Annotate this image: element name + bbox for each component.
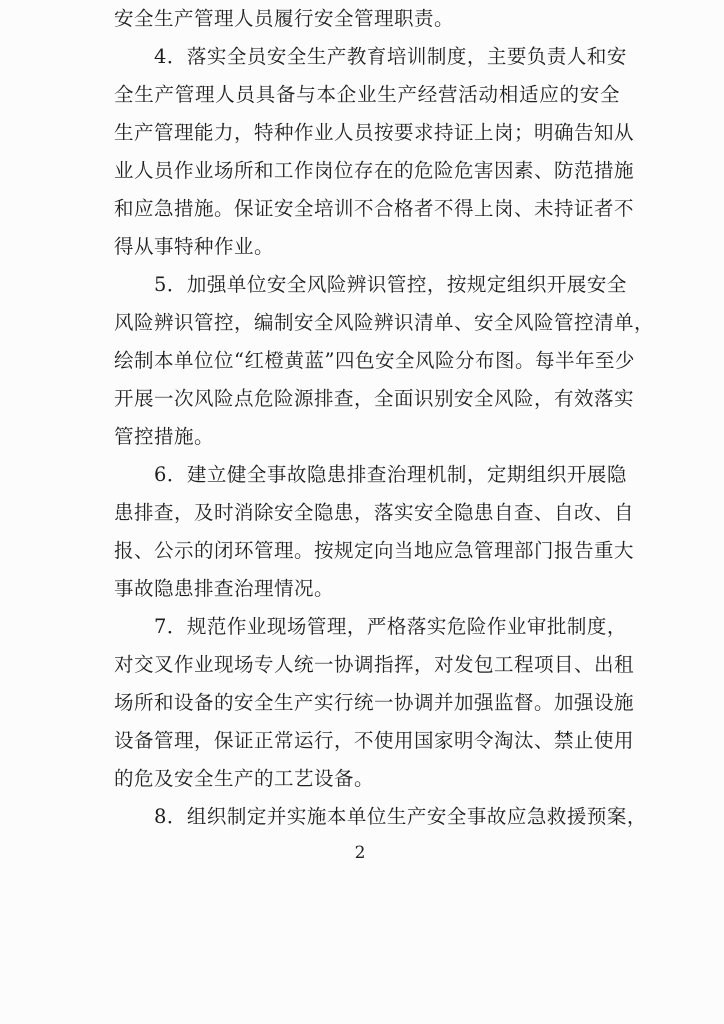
paragraph-6 [114,456,635,608]
text-line: 患排查，及时消除安全隐患，落实安全隐患自查、自改、自 [114,501,635,524]
text-line: 对交叉作业现场专人统一协调指挥，对发包工程项目、出租 [114,653,635,676]
text-line: 8．组织制定并实施本单位生产安全事故应急救援预案， [154,805,647,828]
page-number: 2 [354,843,366,863]
text-line: 4．落实全员安全生产教育培训制度，主要负责人和安 [154,45,627,68]
text-line: 管控措施。 [114,425,215,448]
text-line: 的危及安全生产的工艺设备。 [114,767,375,790]
text-line: 开展一次风险点危险源排查，全面识别安全风险，有效落实 [114,387,635,410]
text-line: 全生产管理人员具备与本企业生产经营活动相适应的安全 [114,83,620,106]
text-line: 业人员作业场所和工作岗位存在的危险危害因素、防范措施 [114,159,635,182]
text-line: 安全生产管理人员履行安全管理职责。 [114,7,455,30]
text-line: 设备管理，保证正常运行，不使用国家明令淘汰、禁止使用 [114,729,635,752]
text-line: 风险辨识管控，编制安全风险辨识清单、安全风险管控清单， [114,311,655,334]
text-line: 5．加强单位安全风险辨识管控，按规定组织开展安全 [154,273,627,296]
text-line: 场所和设备的安全生产实行统一协调并加强监督。加强设施 [114,691,635,714]
paragraph-5 [114,266,655,456]
paragraph-7 [114,608,635,798]
paragraph-8 [114,798,647,836]
text-line: 和应急措施。保证安全培训不合格者不得上岗、未持证者不 [114,197,635,220]
text-line: 绘制本单位位“红橙黄蓝”四色安全风险分布图。每半年至少 [114,349,635,372]
text-line: 得从事特种作业。 [114,235,275,258]
paragraph-4 [114,38,635,266]
text-line: 7．规范作业现场管理，严格落实危险作业审批制度， [154,615,627,638]
text-line: 报、公示的闭环管理。按规定向当地应急管理部门报告重大 [114,539,635,562]
text-line: 事故隐患排查治理情况。 [114,577,335,600]
text-line: 6．建立健全事故隐患排查治理机制，定期组织开展隐 [154,463,627,486]
paragraph-3-tail [114,0,620,38]
body-text [114,0,655,836]
text-line: 生产管理能力，特种作业人员按要求持证上岗；明确告知从 [114,121,635,144]
